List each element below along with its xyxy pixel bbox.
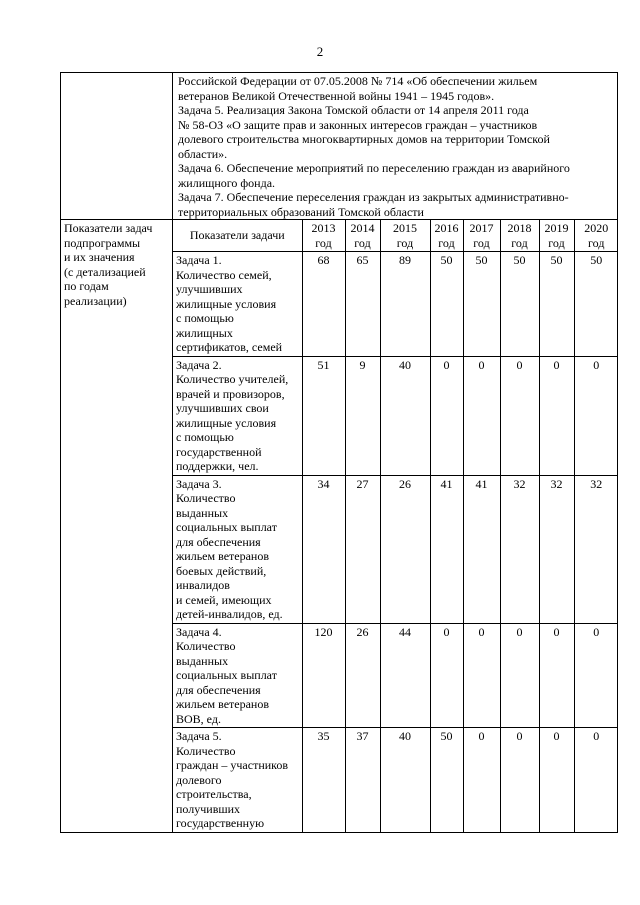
year-header-line: 2013 xyxy=(311,221,336,235)
description-line: ветеранов Великой Отечественной войны 1941 – 1945 годов». xyxy=(178,88,495,103)
task-label-line: Задача 3. xyxy=(176,476,222,491)
task-label-line: жилищные условия xyxy=(176,415,277,430)
task-label-line: государственную xyxy=(176,816,265,830)
task-label-line: строительства, xyxy=(176,787,252,801)
value-cell: 50 xyxy=(430,728,463,832)
table-row xyxy=(173,252,618,357)
task-label-line: Количество семей, xyxy=(176,267,272,282)
description-line: Задача 5. Реализация Закона Томской области от 14 апреля 2011 года xyxy=(178,103,529,117)
task-label-line: детей-инвалидов, ед. xyxy=(176,607,283,621)
value-cell: 0 xyxy=(574,356,618,475)
year-header xyxy=(539,220,574,252)
table-row xyxy=(173,623,618,728)
top-row xyxy=(61,73,618,220)
page-number: 2 xyxy=(316,44,324,59)
task-label-line: жильем ветеранов xyxy=(176,697,269,711)
value-cell: 0 xyxy=(463,728,500,832)
value-cell: 0 xyxy=(500,356,539,475)
task-label xyxy=(173,252,302,357)
task-label-line: с помощью xyxy=(176,311,234,325)
task-label-line: врачей и провизоров, xyxy=(176,386,285,401)
value-cell: 27 xyxy=(345,475,380,623)
task-label-line: и семей, имеющих xyxy=(176,592,272,607)
task-label-line: для обеспечения xyxy=(176,534,261,549)
tasks-description-cell xyxy=(173,73,618,220)
description-line: Российской Федерации от 07.05.2008 № 714 «Об обеспечении жильем xyxy=(178,74,538,88)
value-cell: 0 xyxy=(500,623,539,728)
table-row xyxy=(173,728,618,832)
task-label xyxy=(173,356,302,475)
task-label-line: Количество учителей, xyxy=(176,372,289,386)
task-label-line: долевого xyxy=(176,772,222,787)
year-header-line: год xyxy=(588,235,605,250)
value-cell: 41 xyxy=(463,475,500,623)
value-cell: 0 xyxy=(463,623,500,728)
task-label xyxy=(173,728,302,832)
value-cell: 32 xyxy=(539,475,574,623)
label-line: подпрограммы xyxy=(64,235,141,250)
value-cell: 89 xyxy=(380,252,430,357)
task-label-line: социальных выплат xyxy=(176,668,277,682)
task-label-line: жилищные условия xyxy=(176,296,277,311)
year-header-line: год xyxy=(396,235,414,250)
tasks-description xyxy=(178,74,614,219)
task-label-line: инвалидов xyxy=(176,578,230,592)
year-header-line: 2015 xyxy=(393,221,417,235)
task-label-line: Задача 1. xyxy=(176,253,222,267)
description-line: жилищного фонда. xyxy=(178,175,276,190)
indicators-header: Показатели задачи xyxy=(173,220,302,252)
task-label-line: Количество xyxy=(176,743,236,758)
value-cell: 9 xyxy=(345,356,380,475)
value-cell: 50 xyxy=(500,252,539,357)
value-cell: 41 xyxy=(430,475,463,623)
value-cell: 0 xyxy=(539,623,574,728)
year-header-line: год xyxy=(473,235,490,250)
description-line: долевого строительства многоквартирных домов на территории Томской xyxy=(178,132,550,146)
task-label-line: выданных xyxy=(176,505,229,520)
indicators-label-cell xyxy=(61,220,173,833)
label-line: реализации) xyxy=(64,293,127,308)
task-label-line: сертификатов, семей xyxy=(176,340,283,354)
value-cell: 0 xyxy=(539,728,574,832)
task-label-line: Задача 4. xyxy=(176,624,222,639)
year-header-line: год xyxy=(315,235,332,250)
value-cell: 32 xyxy=(500,475,539,623)
value-cell: 50 xyxy=(539,252,574,357)
top-left-empty-cell xyxy=(61,73,173,220)
value-cell: 0 xyxy=(430,356,463,475)
year-header-line: 2014 xyxy=(350,221,375,235)
task-label-line: с помощью xyxy=(176,430,234,444)
task-label-line: государственной xyxy=(176,444,262,459)
value-cell: 26 xyxy=(380,475,430,623)
value-cell: 0 xyxy=(500,728,539,832)
year-header xyxy=(380,220,430,252)
task-label-line: Задача 5. xyxy=(176,729,222,743)
year-header-line: год xyxy=(511,235,528,250)
value-cell: 0 xyxy=(463,356,500,475)
table-row xyxy=(173,475,618,623)
value-cell: 0 xyxy=(574,623,618,728)
task-label-line: улучшивших свои xyxy=(176,401,269,415)
value-cell: 50 xyxy=(463,252,500,357)
task-label-line: поддержки, чел. xyxy=(176,459,259,473)
year-header xyxy=(345,220,380,252)
year-header-line: 2016 xyxy=(434,221,459,235)
task-label-line: Количество xyxy=(176,491,236,505)
task-label-line: для обеспечения xyxy=(176,682,261,697)
year-header-line: 2020 xyxy=(584,221,609,235)
task-label-line: улучшивших xyxy=(176,282,243,296)
year-header xyxy=(500,220,539,252)
year-header-line: 2018 xyxy=(507,221,532,235)
task-label-line: Задача 2. xyxy=(176,357,222,372)
task-label-line: получивших xyxy=(176,801,241,816)
value-cell: 68 xyxy=(302,252,345,357)
year-header xyxy=(574,220,618,252)
task-label-line: жилищных xyxy=(176,325,233,340)
value-cell: 51 xyxy=(302,356,345,475)
value-cell: 50 xyxy=(574,252,618,357)
description-line: № 58-ОЗ «О защите прав и законных интересов граждан – участников xyxy=(178,117,538,132)
year-header-line: год xyxy=(438,235,455,250)
task-label-line: Количество xyxy=(176,639,236,653)
value-cell: 44 xyxy=(380,623,430,728)
year-header xyxy=(302,220,345,252)
value-cell: 34 xyxy=(302,475,345,623)
indicators-row xyxy=(61,220,618,833)
description-line: Задача 7. Обеспечение переселения граждан из закрытых административно- xyxy=(178,190,569,204)
year-header-line: 2019 xyxy=(544,221,569,235)
value-cell: 40 xyxy=(380,356,430,475)
year-header-line: 2017 xyxy=(469,221,494,235)
value-cell: 0 xyxy=(574,728,618,832)
year-header-line: год xyxy=(354,235,371,250)
program-table xyxy=(60,72,618,833)
indicators-table xyxy=(173,220,618,832)
value-cell: 35 xyxy=(302,728,345,832)
value-cell: 32 xyxy=(574,475,618,623)
task-label-line: граждан – участников xyxy=(176,758,289,772)
description-line: Задача 6. Обеспечение мероприятий по переселению граждан из аварийного xyxy=(178,161,570,175)
year-header xyxy=(463,220,500,252)
value-cell: 26 xyxy=(345,623,380,728)
label-line: Показатели задач xyxy=(64,221,153,235)
header-row xyxy=(173,220,618,252)
value-cell: 65 xyxy=(345,252,380,357)
task-label xyxy=(173,623,302,728)
year-header xyxy=(430,220,463,252)
description-line: территориальных образований Томской области xyxy=(178,204,424,219)
task-label-line: выданных xyxy=(176,653,229,668)
task-label-line: боевых действий, xyxy=(176,563,267,578)
value-cell: 120 xyxy=(302,623,345,728)
value-cell: 0 xyxy=(430,623,463,728)
description-line: области». xyxy=(178,146,228,161)
indicators-table-cell xyxy=(173,220,618,833)
table-row xyxy=(173,356,618,475)
task-label-line: жильем ветеранов xyxy=(176,549,269,563)
year-header-line: год xyxy=(548,235,565,250)
value-cell: 50 xyxy=(430,252,463,357)
task-label-line: ВОВ, ед. xyxy=(176,711,221,726)
value-cell: 40 xyxy=(380,728,430,832)
value-cell: 37 xyxy=(345,728,380,832)
label-line: и их значения xyxy=(64,250,135,264)
task-label xyxy=(173,475,302,623)
value-cell: 0 xyxy=(539,356,574,475)
label-line: по годам xyxy=(64,279,109,293)
task-label-line: социальных выплат xyxy=(176,520,277,534)
indicators-label xyxy=(64,221,169,308)
label-line: (с детализацией xyxy=(64,264,146,279)
